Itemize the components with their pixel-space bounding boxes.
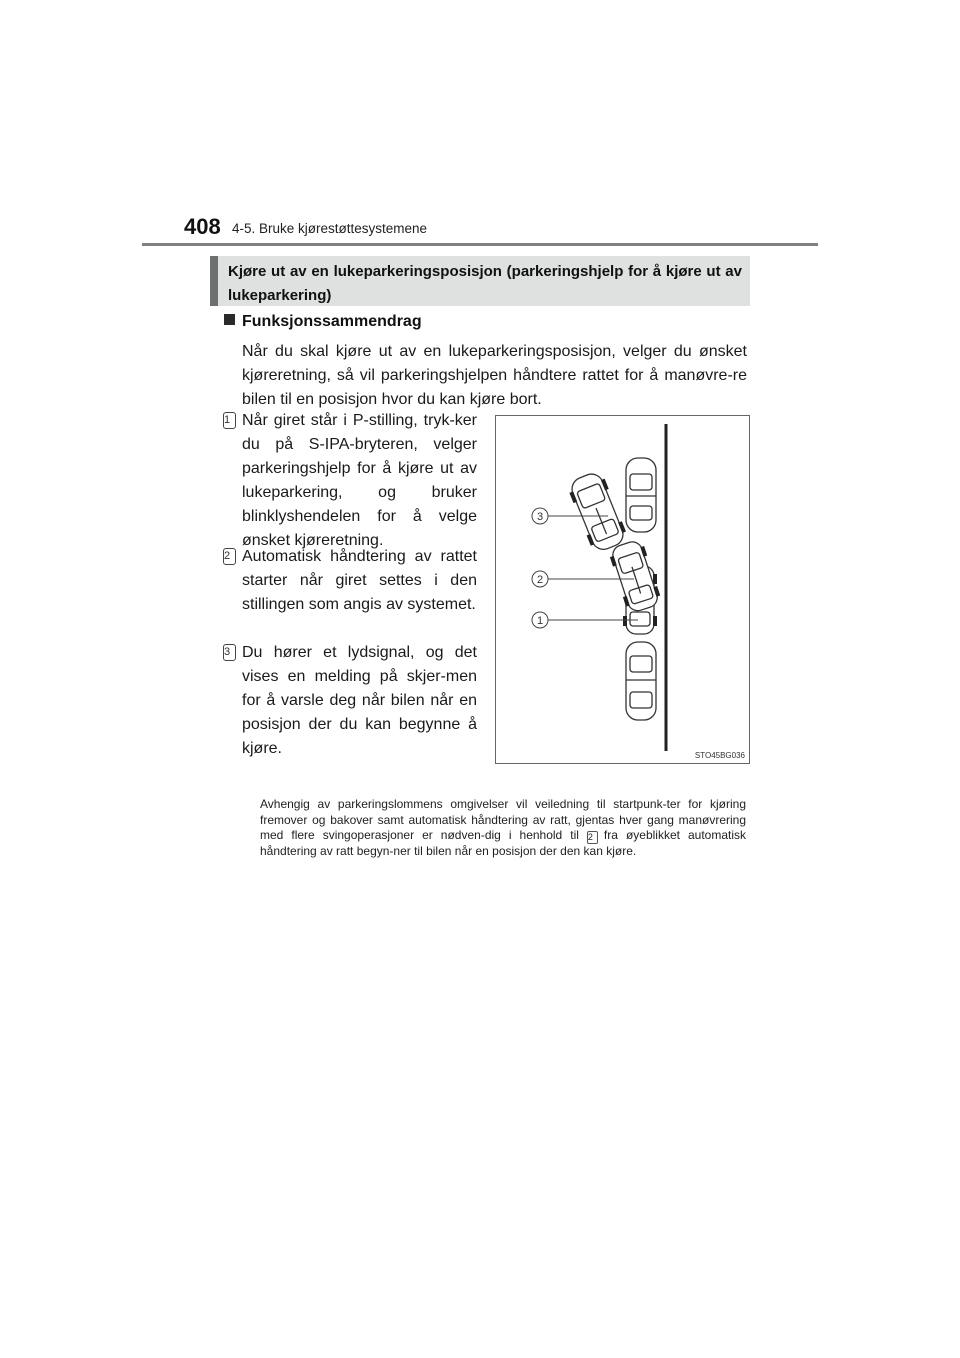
step-1 (224, 409, 477, 553)
page-number: 408 (184, 214, 221, 239)
step-2 (224, 545, 477, 617)
step-3 (224, 641, 477, 761)
callout-label-2: 2 (536, 574, 544, 586)
car-position-3 (568, 470, 626, 552)
inline-step-ref: 2 (587, 831, 598, 844)
step-number-badge: 3 (223, 644, 236, 661)
parking-illustration (495, 415, 750, 764)
bullet-square-icon (224, 314, 235, 325)
note-paragraph (260, 797, 746, 860)
step-number-badge: 2 (223, 548, 236, 565)
note-text-after: fra øyeblikket automatisk håndtering av ratt begyn-ner til bilen når en posisjon der den kan kjøre. (260, 828, 746, 858)
step-number-badge: 1 (223, 412, 236, 429)
intro-paragraph: Når du skal kjøre ut av en lukeparkeringsposisjon, velger du ønsket kjøreretning, så vil parkeringshjelpen håndtere rattet for å manøvre-re bilen til en posisjon hvor du kan kjøre bort. (242, 343, 747, 408)
note-text-before: Avhengig av parkeringslommens omgivelser vil veiledning til startpunk-ter for kjøring fremover og bakover samt automatisk håndtering av ratt, gjentas hver gang manøvrering med flere svingoperasjoner er nødven-dig i henhold til (260, 797, 746, 842)
subheading (224, 313, 422, 331)
figure-id: STO45BG036 (694, 751, 745, 760)
callout-label-3: 3 (536, 511, 544, 523)
chapter-title: 4-5. Bruke kjørestøttesystemene (232, 221, 428, 236)
step-text: Automatisk håndtering av rattet starter når giret settes i den stillingen som angis av systemet. (242, 548, 477, 613)
callout-label-1: 1 (536, 615, 544, 627)
step-text: Når giret står i P-stilling, tryk-ker du på S-IPA-bryteren, velger parkeringshjelp for å kjøre ut av lukeparkering, og bruker blinklyshendelen for å velge ønsket kjøreretning. (242, 412, 477, 549)
subheading-text: Funksjonssammendrag (242, 313, 422, 330)
parking-diagram (496, 416, 749, 763)
header-divider (142, 243, 818, 246)
section-title: Kjøre ut av en lukeparkeringsposisjon (parkeringshjelp for å kjøre ut av lukeparkering) (210, 256, 750, 306)
parked-car-rear (626, 642, 656, 720)
parked-car-front (626, 458, 656, 532)
step-text: Du hører et lydsignal, og det vises en melding på skjer-men for å varsle deg når bilen når en posisjon der du kan begynne å kjøre. (242, 644, 477, 757)
